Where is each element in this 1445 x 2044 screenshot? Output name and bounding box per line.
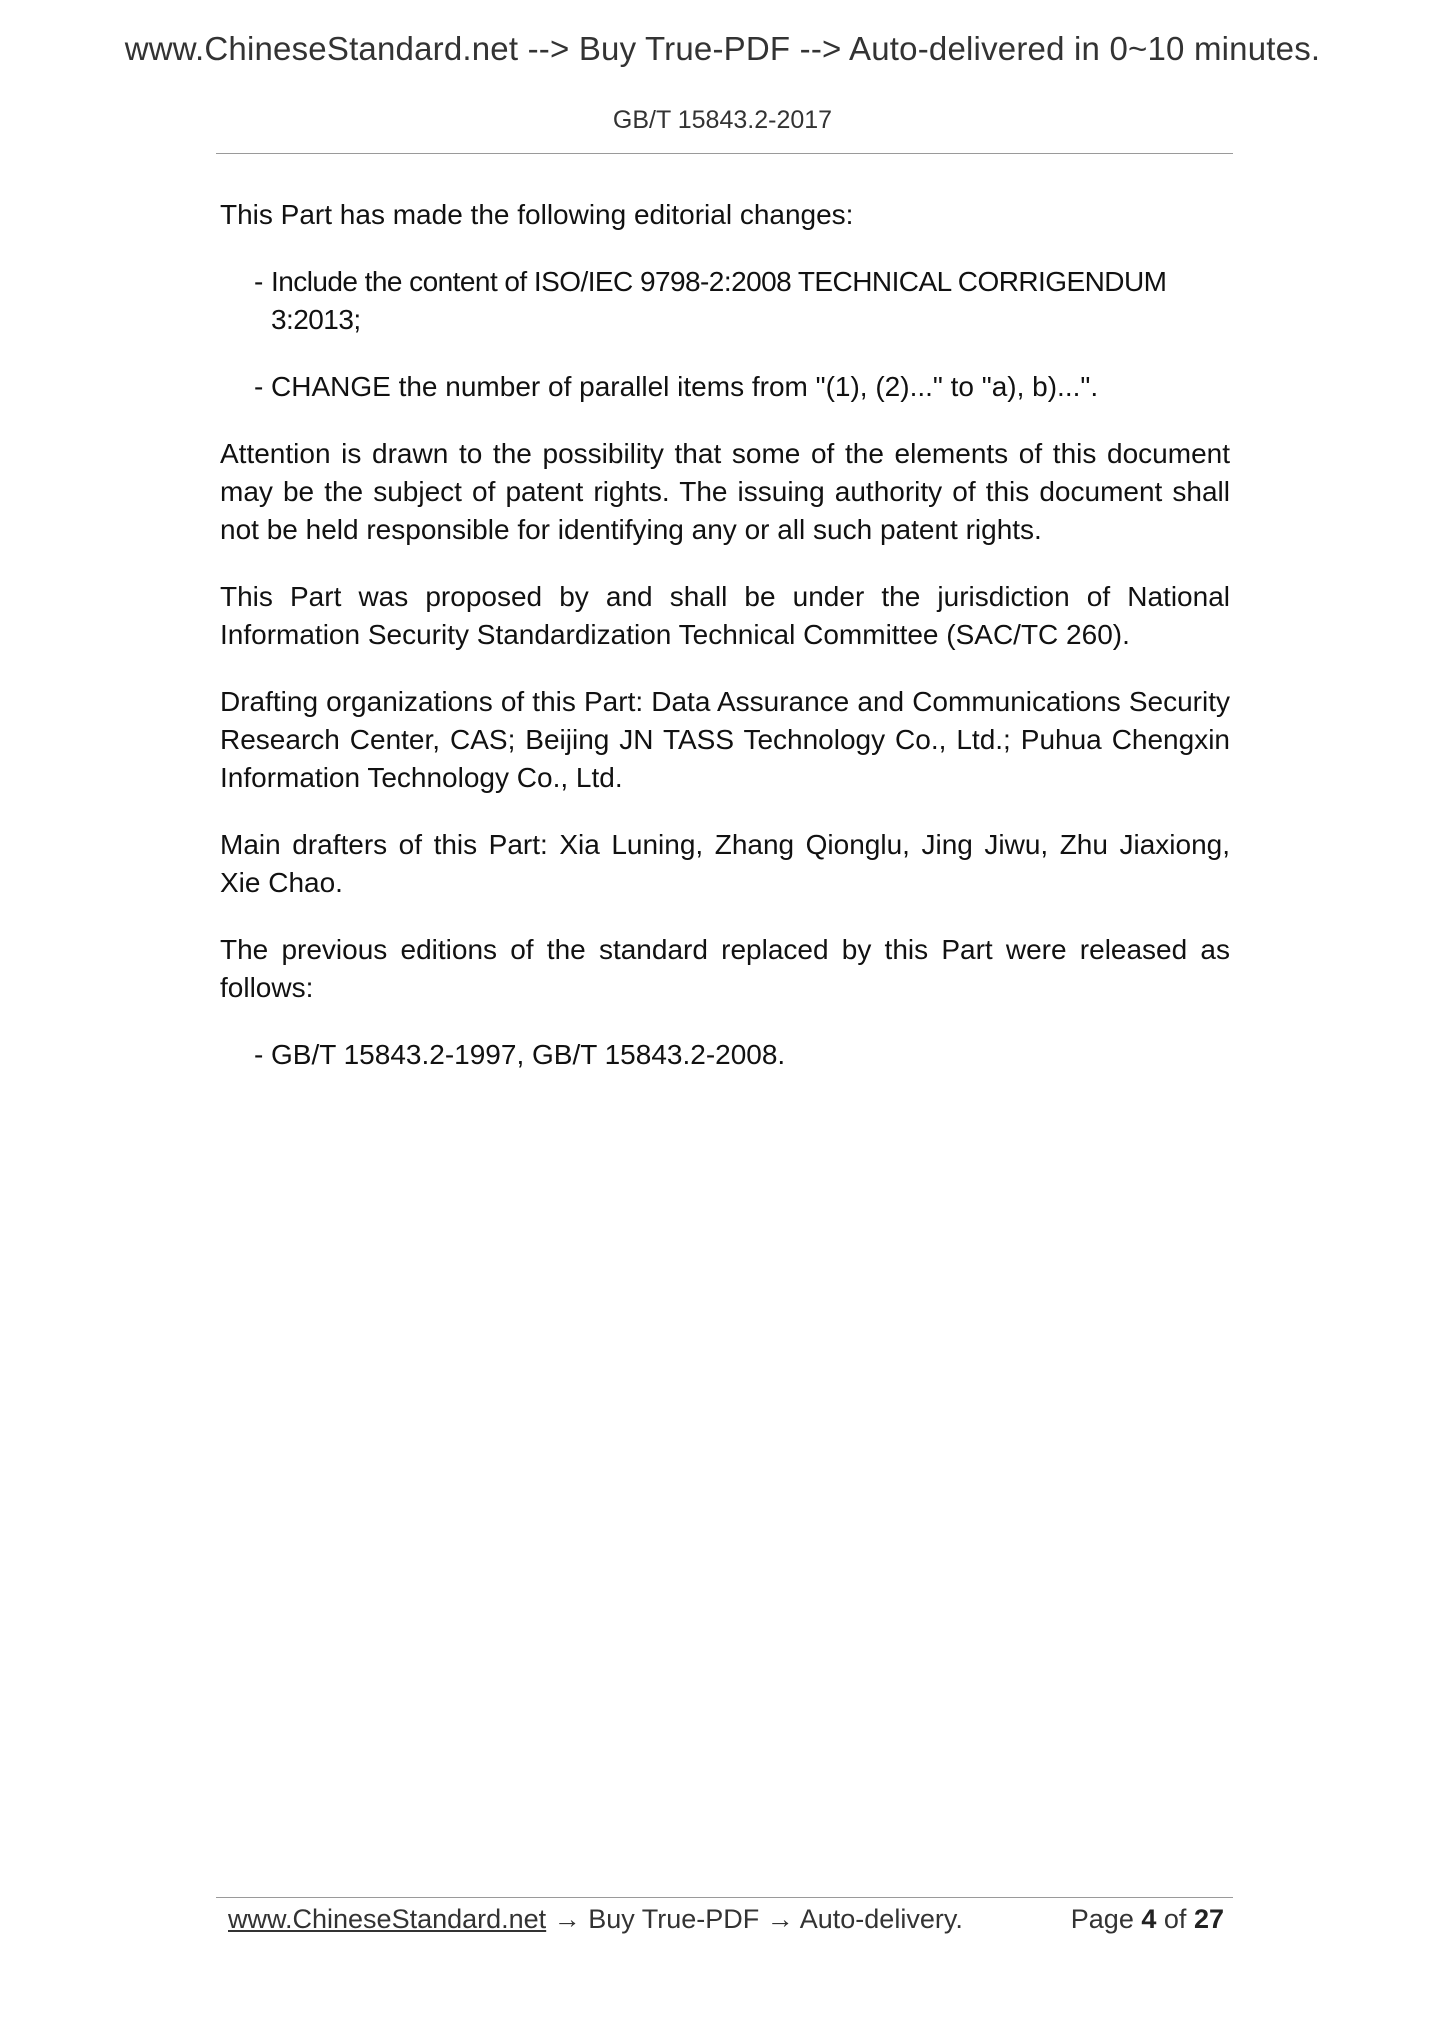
of-label: of [1163,1904,1187,1934]
document-body [220,196,1230,1103]
editorial-intro: This Part has made the following editorial changes: [220,199,854,230]
editorial-change-text: CHANGE the number of parallel items from "(1), (2)..." to "a), b)...". [271,371,1099,402]
editorial-change-text: Include the content of ISO/IEC 9798-2:2008 TECHNICAL CORRIGENDUM 3:2013; [271,266,1167,335]
footer-divider [216,1897,1233,1898]
drafting-organizations: Drafting organizations of this Part: Data Assurance and Communications Security Research Center, CAS; Beijing JN TASS Technology Co., Ltd.; Puhua Chengxin Information Technology Co., Ltd. [220,686,1230,793]
previous-edition-text: GB/T 15843.2-1997, GB/T 15843.2-2008. [271,1039,786,1070]
footer-promo-text: → Buy True-PDF → Auto-delivery. [553,1904,963,1934]
previous-editions-intro: The previous editions of the standard replaced by this Part were released as follows: [220,934,1230,1003]
list-item [220,368,1230,406]
standard-code: GB/T 15843.2-2017 [612,106,833,134]
total-pages: 27 [1193,1904,1224,1934]
page-indicator [1071,1902,1224,1936]
list-marker: - [254,266,263,297]
list-item [220,1036,1230,1074]
list-marker: - [254,1039,264,1070]
list-marker: - [254,371,264,402]
footer [228,1902,1224,1936]
footer-website-link[interactable]: www.ChineseStandard.net [228,1904,547,1934]
main-drafters: Main drafters of this Part: Xia Luning, Zhang Qionglu, Jing Jiwu, Zhu Jiaxiong, Xie Chao. [220,829,1230,898]
page-number: 4 [1141,1904,1157,1934]
list-item [220,263,1230,339]
top-banner: www.ChineseStandard.net --> Buy True-PDF --> Auto-delivered in 0~10 minutes. [124,30,1321,67]
header-divider [216,153,1233,154]
patent-notice: Attention is drawn to the possibility that some of the elements of this document may be the subject of patent rights. The issuing authority of this document shall not be held responsible for identifying any or all such patent rights. [220,438,1230,545]
jurisdiction-statement: This Part was proposed by and shall be under the jurisdiction of National Information Security Standardization Technical Committee (SAC/TC 260). [220,581,1230,650]
page-label: Page [1070,1904,1134,1934]
